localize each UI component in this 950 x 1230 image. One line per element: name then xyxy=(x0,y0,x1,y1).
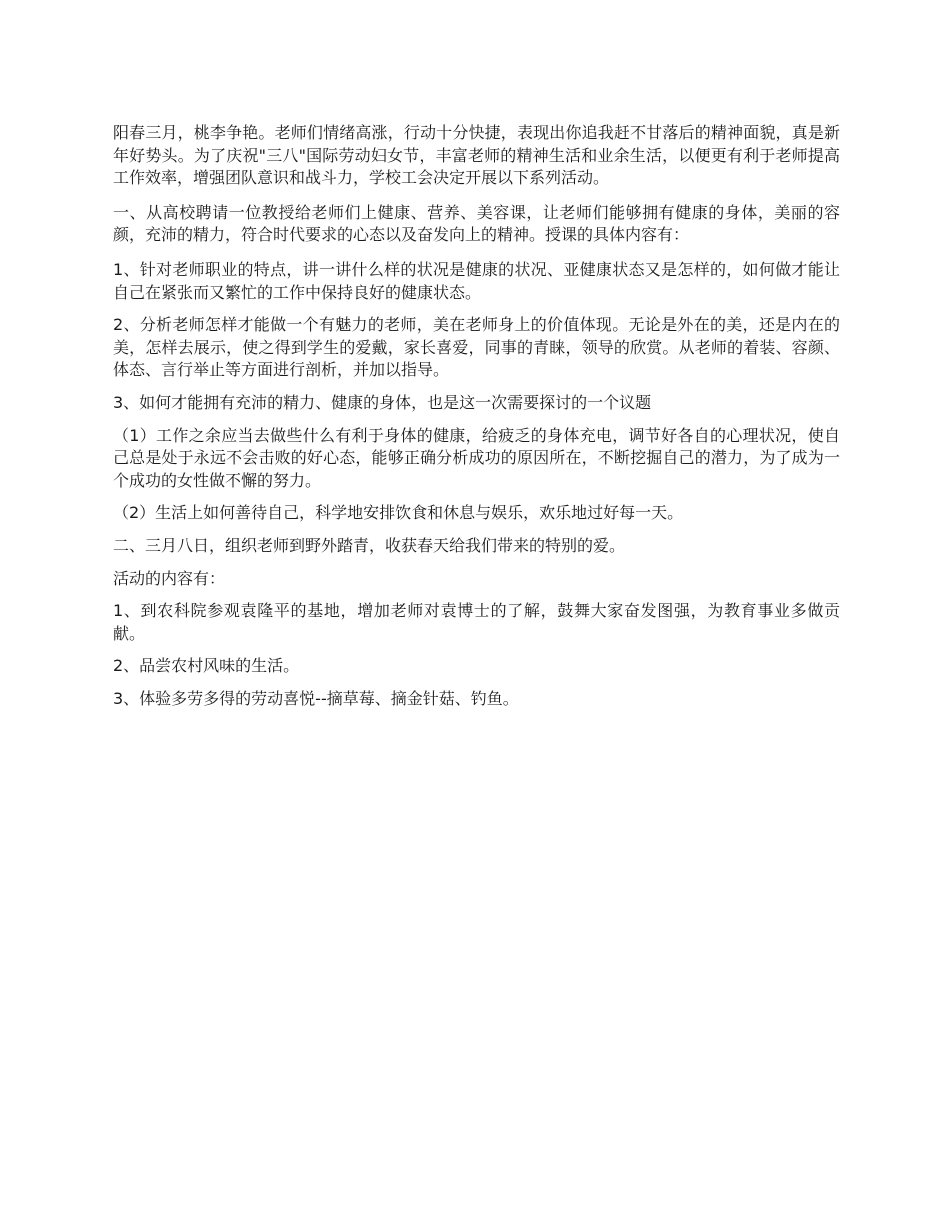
item-3-energy: 3、如何才能拥有充沛的精力、健康的身体，也是这一次需要探讨的一个议题 xyxy=(113,392,652,412)
subitem-1-work: （1）工作之余应当去做些什么有利于身体的健康，给疲乏的身体充电，调节好各自的心理状况，使自己总是处于永远不会击败的好心态，能够正确分析成功的原因所在，不断挖掘自己的潜力，为了成为一个成功的女性做不懈的努力。 xyxy=(113,425,840,490)
activity-item-3: 3、体验多劳多得的劳动喜悦--摘草莓、摘金针菇、钓鱼。 xyxy=(113,688,519,708)
activity-content-label: 活动的内容有： xyxy=(113,568,226,588)
item-1-health: 1、针对老师职业的特点，讲一讲什么样的状况是健康的状况、亚健康状态又是怎样的，如何做才能让自己在紧张而又繁忙的工作中保持良好的健康状态。 xyxy=(113,259,840,302)
section-two-heading: 二、三月八日，组织老师到野外踏青，收获春天给我们带来的特别的爱。 xyxy=(113,535,626,555)
activity-item-1: 1、到农科院参观袁隆平的基地，增加老师对袁博士的了解，鼓舞大家奋发图强，为教育事业多做贡献。 xyxy=(113,601,840,643)
intro-paragraph: 阳春三月，桃李争艳。老师们情绪高涨，行动十分快捷，表现出你追我赶不甘落后的精神面貌，真是新年好势头。为了庆祝"三八"国际劳动妇女节，丰富老师的精神生活和业余生活，以便更有利于老师提高工作效率，增强团队意识和战斗力，学校工会决定开展以下系列活动。 xyxy=(113,123,840,188)
item-2-charm: 2、分析老师怎样才能做一个有魅力的老师，美在老师身上的价值体现。无论是外在的美，还是内在的美，怎样去展示，使之得到学生的爱戴，家长喜爱，同事的青睐，领导的欣赏。从老师的着装、容颜、体态、言行举止等方面进行剖析，并加以指导。 xyxy=(113,315,840,380)
document-page xyxy=(113,122,840,720)
activity-item-2: 2、品尝农村风味的生活。 xyxy=(113,656,300,676)
section-one-heading: 一、从高校聘请一位教授给老师们上健康、营养、美容课，让老师们能够拥有健康的身体，美丽的容颜，充沛的精力，符合时代要求的心态以及奋发向上的精神。授课的具体内容有： xyxy=(113,202,840,245)
subitem-2-life: （2）生活上如何善待自己，科学地安排饮食和休息与娱乐，欢乐地过好每一天。 xyxy=(113,503,684,523)
